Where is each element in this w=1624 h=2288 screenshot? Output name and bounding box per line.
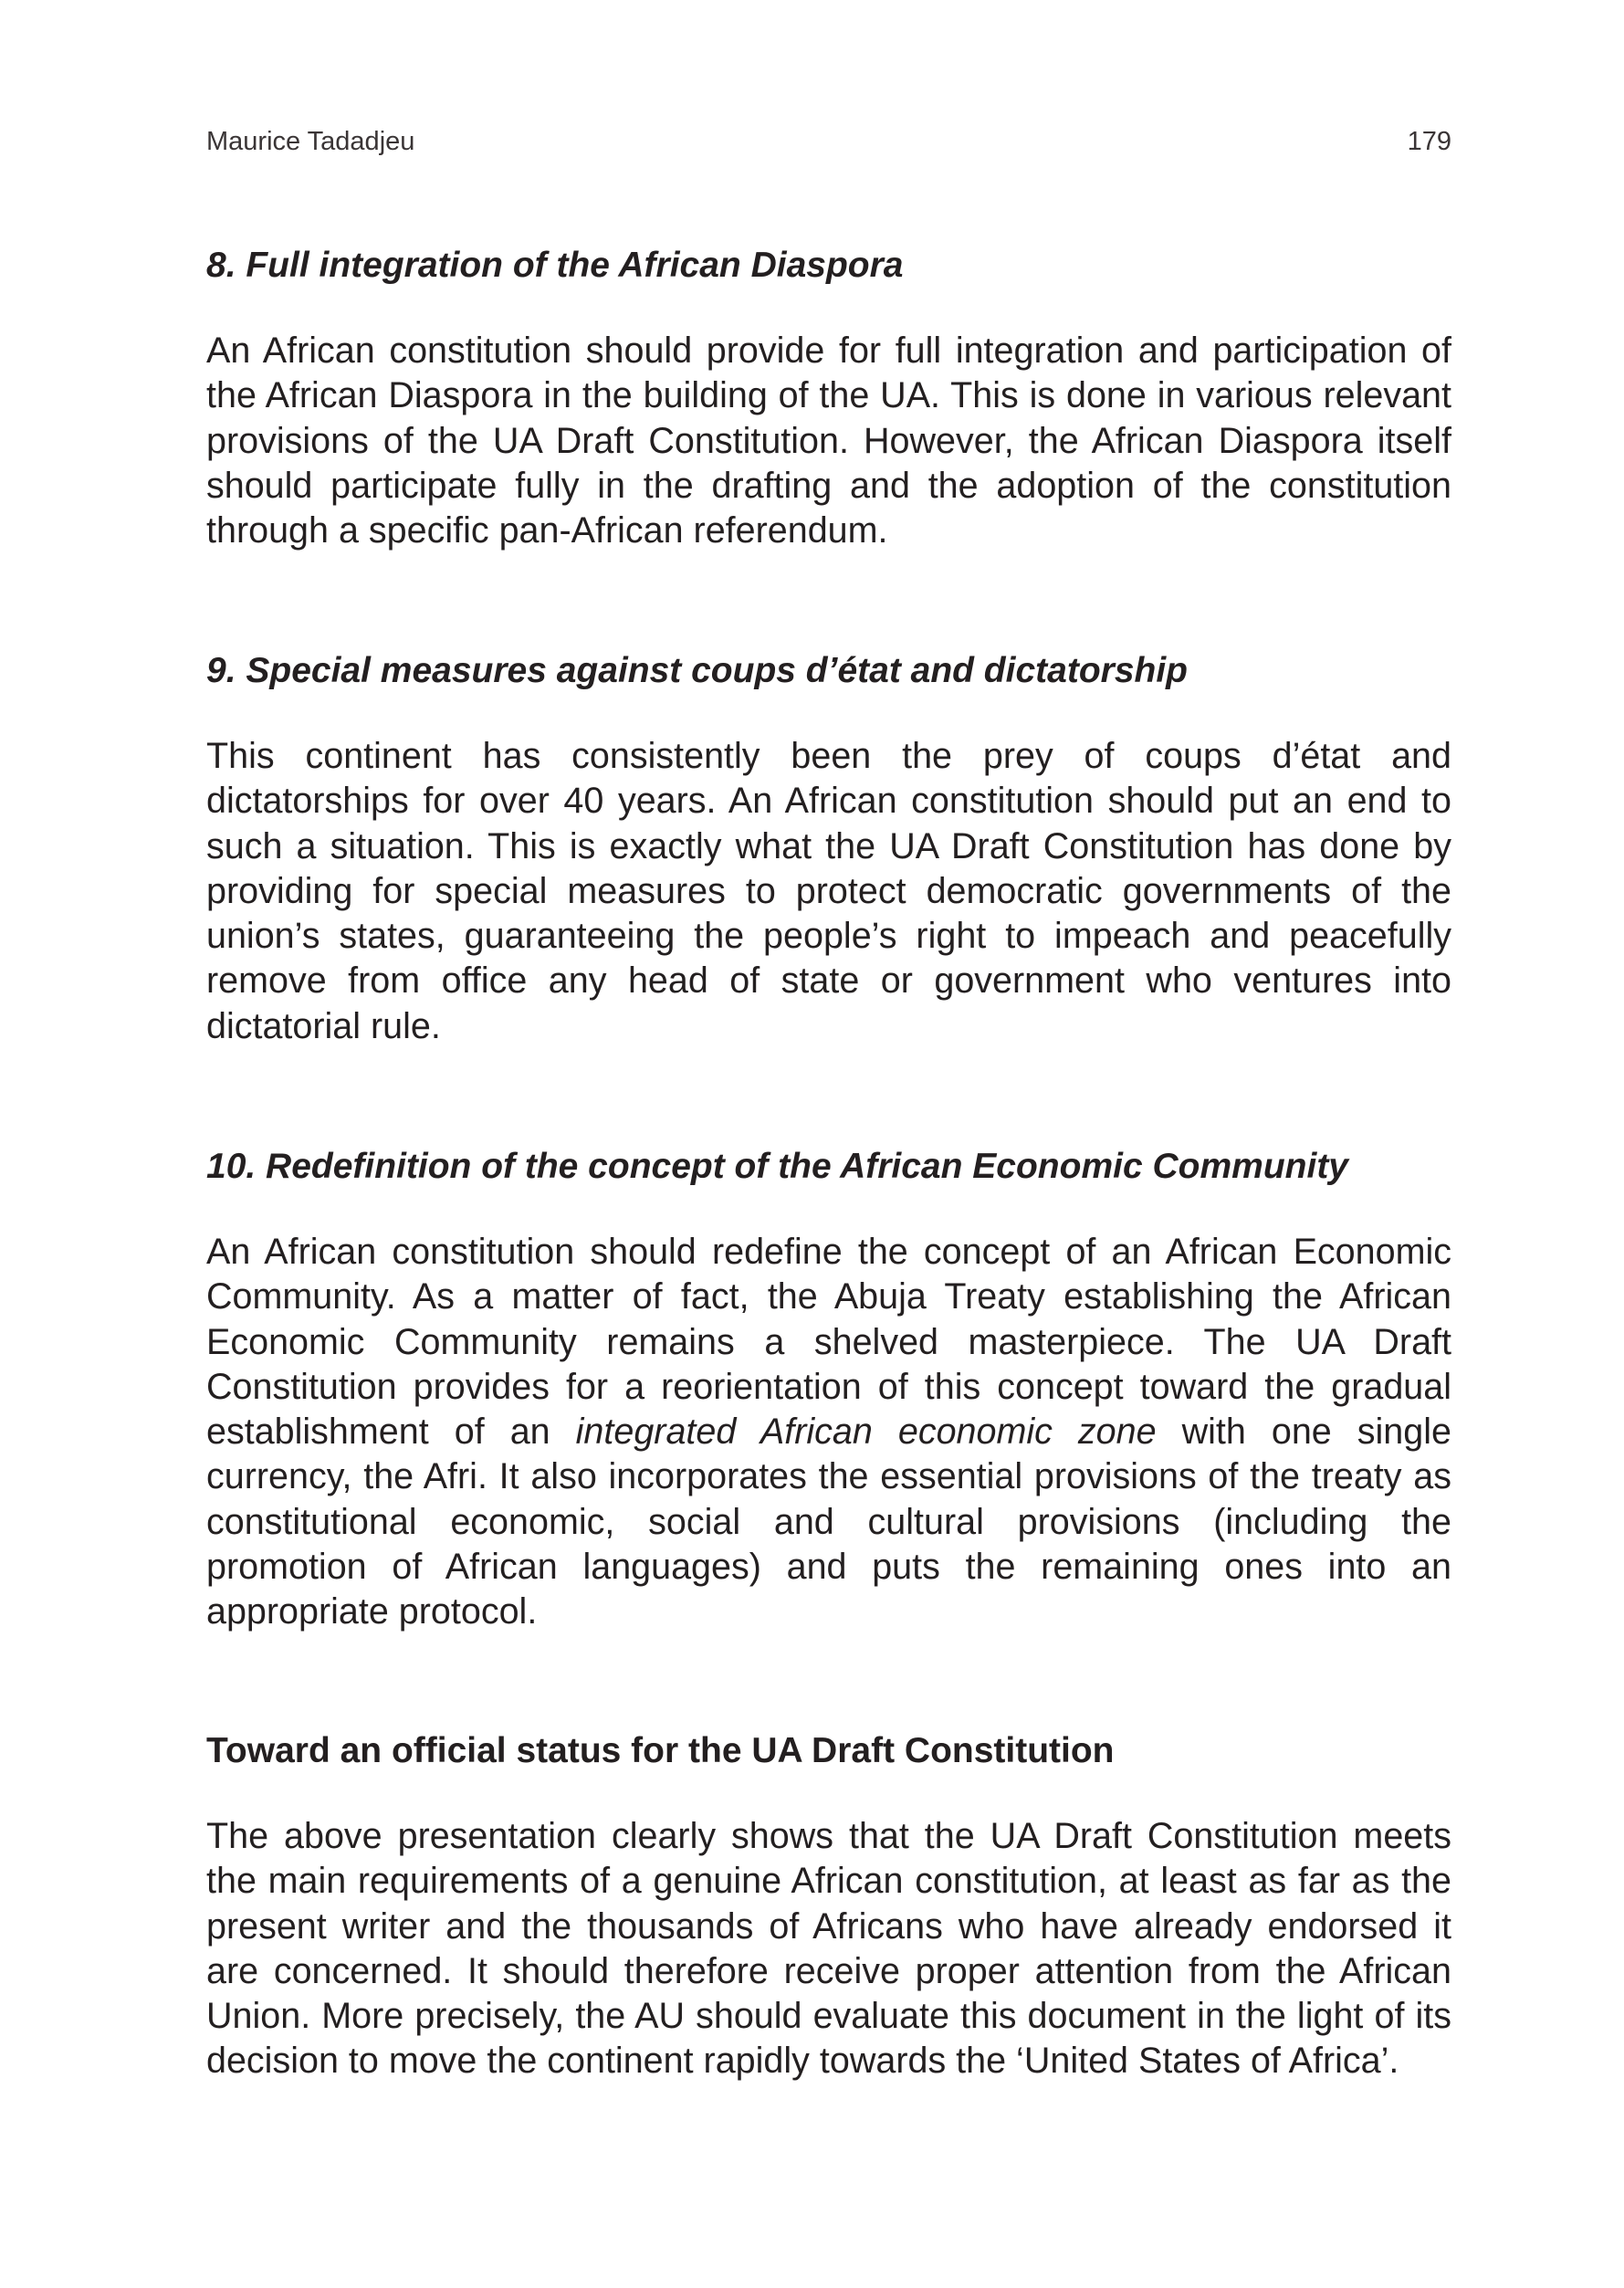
section-heading: 9. Special measures against coups d’état and dictatorship <box>206 651 1188 690</box>
section-paragraph: This continent has consistently been the prey of coups d’état and dictatorships for over 40 years. An African constitution should put an end to such a situation. This is exactly what the UA Draft Constitution has done by providing for special measures to protect democratic governments of the union’s states, guaranteeing the people’s right to impeach and peacefully remove from office any head of state or government who ventures into dictatorial rule. <box>206 736 1451 1046</box>
page-number: 179 <box>1407 127 1451 156</box>
section-9 <box>206 648 1451 1049</box>
paragraph-text: An African constitution should redefine the concept of an African Economic Community. As a matter of fact, the Abuja Treaty establishing the African Economic Community remains a shelved masterpiece. The UA Draft Constitution provides for a reorientation of this concept toward the gradual establishment of an <box>206 1232 1451 1453</box>
section-heading: 10. Redefinition of the concept of the African Economic Community <box>206 1147 1348 1186</box>
section-paragraph: An African constitution should provide for full integration and participation of the African Diaspora in the building of the UA. This is done in various relevant provisions of the UA Draft Constitution. However, the African Diaspora itself should participate fully in the drafting and the adoption of the constitution through a specific pan-African referendum. <box>206 331 1451 551</box>
section-heading: Toward an official status for the UA Draft Constitution <box>206 1731 1115 1770</box>
section-paragraph <box>206 1230 1451 1635</box>
section-paragraph: The above presentation clearly shows that the UA Draft Constitution meets the main requirements of a genuine African constitution, at least as far as the present writer and the thousands of Africans who have already endorsed it are concerned. It should therefore receive proper attention from the African Union. More precisely, the AU should evaluate this document in the light of its decision to move the continent rapidly towards the ‘United States of Africa’. <box>206 1816 1451 2082</box>
section-official-status <box>206 1728 1451 2084</box>
emphasized-text: integrated African economic zone <box>575 1412 1157 1453</box>
running-head-author: Maurice Tadadjeu <box>206 127 415 156</box>
paragraph-text: with one single currency, the Afri. It also incorporates the essential provisions of the treaty as constitutional economic, social and cultural provisions (including the promotion of African languages) and puts the remaining ones into an appropriate protocol. <box>206 1412 1451 1632</box>
section-heading: 8. Full integration of the African Diaspora <box>206 246 904 285</box>
section-10 <box>206 1144 1451 1635</box>
section-8 <box>206 243 1451 553</box>
